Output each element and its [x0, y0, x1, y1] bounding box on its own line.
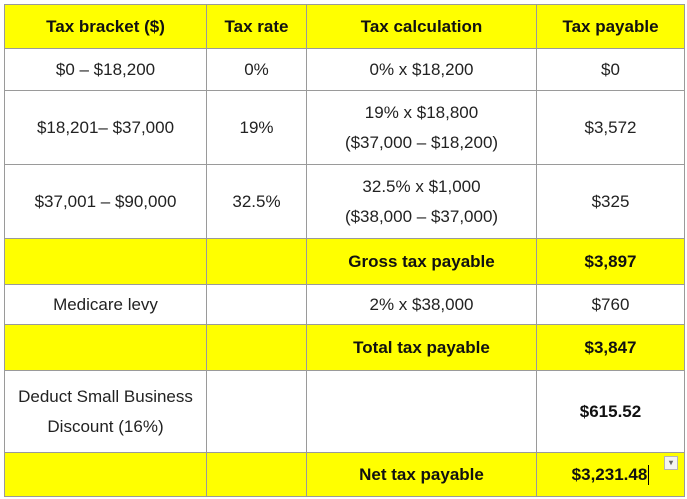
total-label[interactable]: Total tax payable [307, 325, 537, 371]
calc-line-1: 19% x $18,800 [364, 102, 479, 122]
bracket-cell[interactable]: $18,201– $37,000 [5, 91, 207, 165]
payable-cell[interactable]: $0 [537, 49, 685, 91]
empty-cell[interactable] [207, 325, 307, 371]
discount-label[interactable]: Deduct Small Business Discount (16%) [5, 371, 207, 453]
empty-cell[interactable] [207, 285, 307, 325]
rate-cell[interactable]: 32.5% [207, 165, 307, 239]
tax-table [4, 4, 685, 497]
calc-line-1: 32.5% x $1,000 [362, 176, 481, 196]
table-row [5, 165, 685, 239]
payable-cell[interactable]: $3,572 [537, 91, 685, 165]
table-row [5, 91, 685, 165]
medicare-calc[interactable]: 2% x $38,000 [307, 285, 537, 325]
chevron-down-icon[interactable]: ▾ [664, 456, 678, 470]
calc-cell[interactable] [307, 91, 537, 165]
empty-cell[interactable] [207, 239, 307, 285]
medicare-value[interactable]: $760 [537, 285, 685, 325]
bracket-cell[interactable]: $37,001 – $90,000 [5, 165, 207, 239]
header-row [5, 5, 685, 49]
header-calculation[interactable]: Tax calculation [307, 5, 537, 49]
total-value[interactable]: $3,847 [537, 325, 685, 371]
net-value-cell[interactable] [537, 453, 685, 497]
empty-cell[interactable] [5, 325, 207, 371]
header-bracket[interactable]: Tax bracket ($) [5, 5, 207, 49]
payable-cell[interactable]: $325 [537, 165, 685, 239]
medicare-row [5, 285, 685, 325]
calc-cell[interactable]: 0% x $18,200 [307, 49, 537, 91]
header-payable[interactable]: Tax payable [537, 5, 685, 49]
rate-cell[interactable]: 0% [207, 49, 307, 91]
gross-label[interactable]: Gross tax payable [307, 239, 537, 285]
net-row [5, 453, 685, 497]
discount-row [5, 371, 685, 453]
net-label[interactable]: Net tax payable [307, 453, 537, 497]
discount-value[interactable]: $615.52 [537, 371, 685, 453]
text-cursor [648, 465, 649, 485]
empty-cell[interactable] [207, 371, 307, 453]
empty-cell[interactable] [5, 239, 207, 285]
empty-cell[interactable] [307, 371, 537, 453]
table-row [5, 49, 685, 91]
medicare-label[interactable]: Medicare levy [5, 285, 207, 325]
rate-cell[interactable]: 19% [207, 91, 307, 165]
bracket-cell[interactable]: $0 – $18,200 [5, 49, 207, 91]
empty-cell[interactable] [5, 453, 207, 497]
gross-value[interactable]: $3,897 [537, 239, 685, 285]
calc-cell[interactable] [307, 165, 537, 239]
net-value: $3,231.48 [571, 464, 648, 484]
total-row [5, 325, 685, 371]
gross-row [5, 239, 685, 285]
header-rate[interactable]: Tax rate [207, 5, 307, 49]
calc-line-2: ($38,000 – $37,000) [344, 206, 499, 226]
empty-cell[interactable] [207, 453, 307, 497]
calc-line-2: ($37,000 – $18,200) [344, 132, 499, 152]
